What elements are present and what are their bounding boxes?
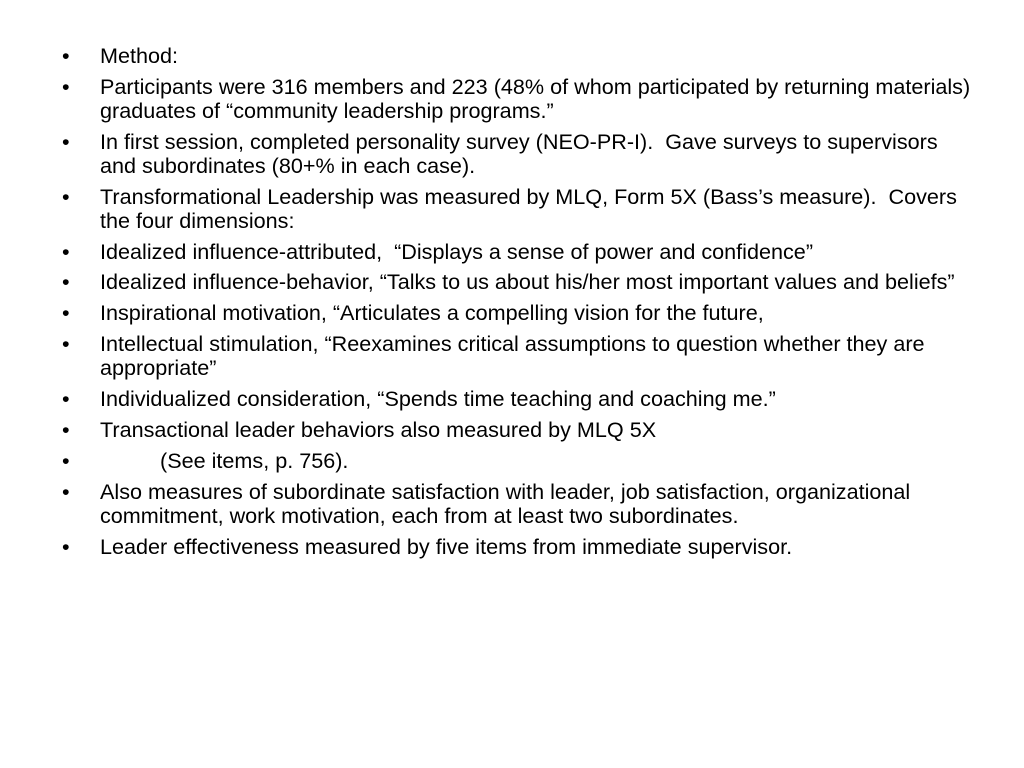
bullet-icon: • (62, 269, 70, 295)
bullet-text: Also measures of subordinate satisfaction with leader, job satisfaction, organizational commitment, work motivation, each from at least two subordinates. (100, 478, 917, 528)
bullet-item-transformational-leadership (62, 185, 972, 233)
bullet-list (62, 43, 977, 566)
bullet-item-see-items (62, 449, 972, 473)
bullet-text: (See items, p. 756). (100, 447, 349, 473)
bullet-text: Idealized influence-attributed, “Displays a sense of power and confidence” (100, 238, 814, 264)
bullet-icon: • (62, 386, 70, 412)
bullet-item-idealized-attributed (62, 240, 972, 264)
bullet-item-intellectual-stimulation (62, 332, 972, 380)
bullet-text: Transactional leader behaviors also measured by MLQ 5X (100, 417, 657, 443)
bullet-item-individualized-consideration (62, 387, 972, 411)
bullet-icon: • (62, 331, 70, 357)
bullet-item-method (62, 44, 972, 68)
bullet-icon: • (62, 128, 70, 154)
bullet-icon: • (62, 533, 70, 559)
bullet-icon: • (62, 238, 70, 264)
bullet-icon: • (62, 478, 70, 504)
bullet-text: Individualized consideration, “Spends time teaching and coaching me.” (100, 386, 776, 412)
bullet-icon: • (62, 73, 70, 99)
bullet-text: Transformational Leadership was measured by MLQ, Form 5X (Bass’s measure). Covers the four dimensions: (100, 183, 963, 233)
bullet-item-inspirational-motivation (62, 301, 972, 325)
bullet-text: Method: (100, 43, 179, 68)
bullet-icon: • (62, 300, 70, 326)
bullet-icon: • (62, 417, 70, 443)
bullet-item-transactional (62, 418, 972, 442)
bullet-item-participants (62, 73, 977, 123)
bullet-item-idealized-behavior (62, 270, 972, 294)
bullet-text: Idealized influence-behavior, “Talks to us about his/her most important values and beliefs” (100, 269, 955, 295)
bullet-text: In first session, completed personality survey (NEO-PR-I). Gave surveys to supervisors and subordinates (80+% in each case). (100, 128, 944, 178)
bullet-item-subordinate-measures (62, 480, 972, 528)
bullet-text: Participants were 316 members and 223 (48% of whom participated by returning materials) graduates of “community leadership programs.” (100, 73, 977, 123)
bullet-text: Intellectual stimulation, “Reexamines critical assumptions to question whether they are appropriate” (100, 331, 931, 381)
bullet-item-first-session (62, 130, 972, 178)
bullet-icon: • (62, 447, 70, 473)
bullet-text: Leader effectiveness measured by five items from immediate supervisor. (100, 533, 793, 559)
bullet-text: Inspirational motivation, “Articulates a compelling vision for the future, (100, 300, 764, 326)
bullet-icon: • (62, 43, 70, 68)
bullet-item-leader-effectiveness (62, 535, 972, 559)
bullet-icon: • (62, 183, 70, 209)
